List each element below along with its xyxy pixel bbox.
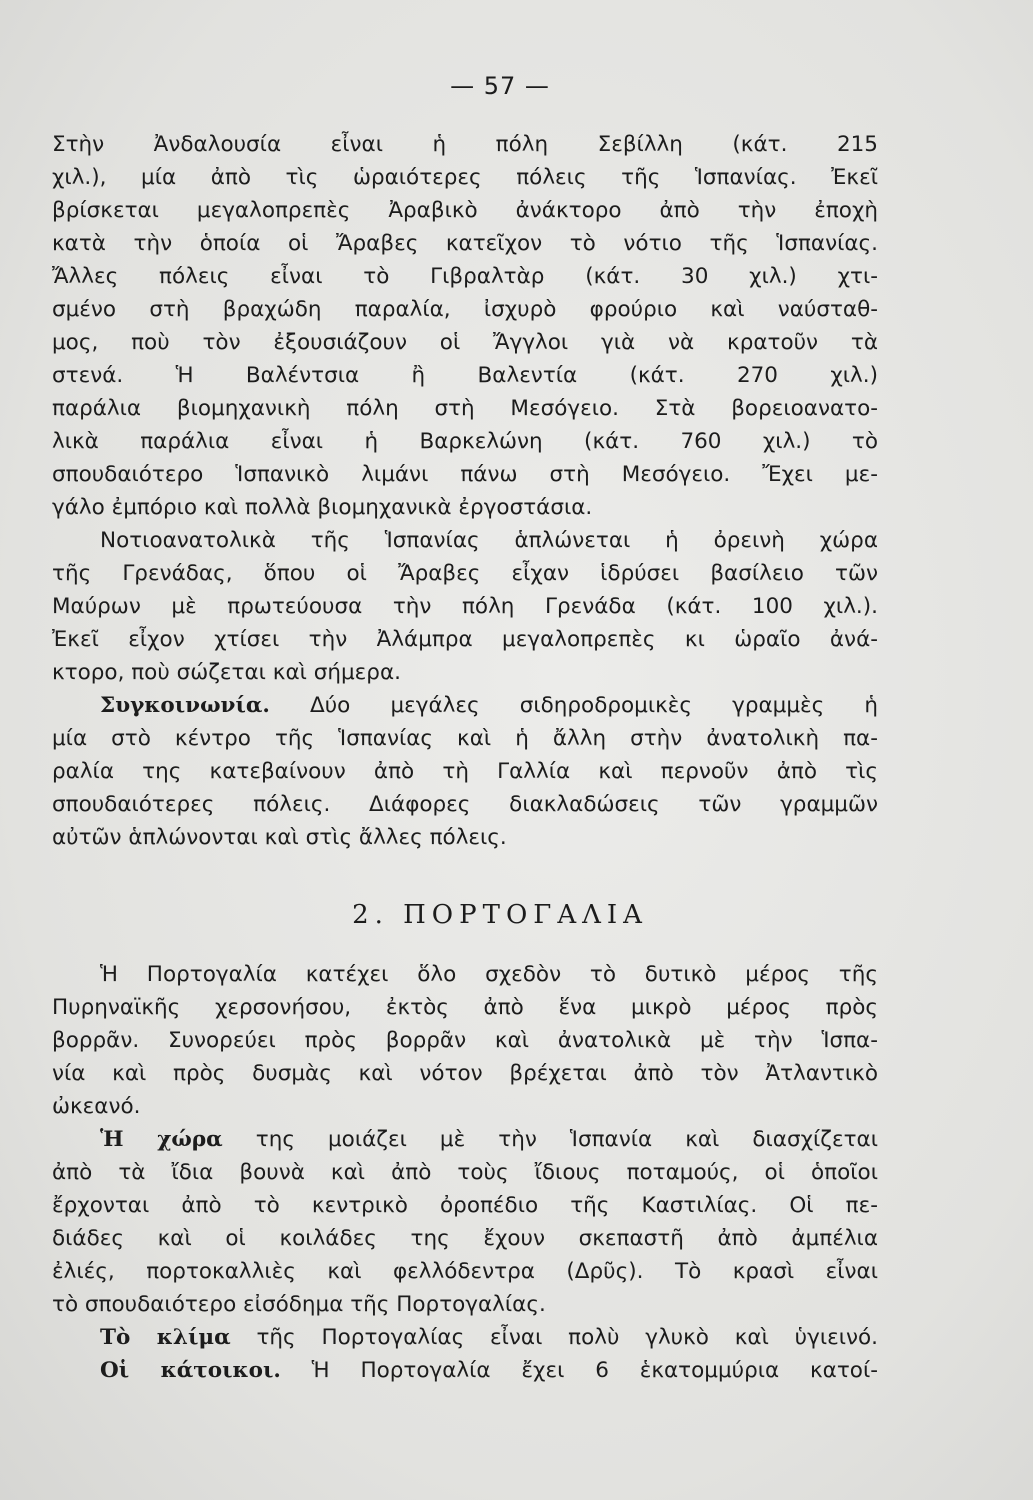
text-line: Μαύρων μὲ πρωτεύουσα τὴν πόλη Γρενάδα (κάτ. 100 χιλ.). xyxy=(52,594,878,619)
transport-line-text: Δύο μεγάλες σιδηροδρομικὲς γραμμὲς ἡ xyxy=(310,693,878,718)
paragraph-country xyxy=(52,1123,878,1321)
text-line: Ἡ Πορτογαλία κατέχει ὅλο σχεδὸν τὸ δυτικὸ μέρος τῆς xyxy=(100,962,878,987)
text-line: σπουδαιότερο Ἱσπανικὸ λιμάνι πάνω στὴ Μεσόγειο. Ἔχει με- xyxy=(52,462,878,487)
text-line: ἔρχονται ἀπὸ τὸ κεντρικὸ ὀροπέδιο τῆς Καστιλίας. Οἱ πε- xyxy=(52,1193,878,1218)
text-line: μος, ποὺ τὸν ἐξουσιάζουν οἱ Ἄγγλοι γιὰ νὰ κρατοῦν τὰ xyxy=(52,330,878,355)
page-number: — 57 — xyxy=(450,72,550,100)
text-line: Ἄλλες πόλεις εἶναι τὸ Γιβραλτὰρ (κάτ. 30 χιλ.) χτι- xyxy=(52,264,878,289)
climate-text: τῆς Πορτογαλίας εἶναι πολὺ γλυκὸ καὶ ὑγιεινό. xyxy=(256,1325,879,1350)
section-heading-portugal: 2. ΠΟΡΤΟΓΑΛΙΑ xyxy=(352,900,648,930)
text-line: σμένο στὴ βραχώδη παραλία, ἰσχυρὸ φρούριο καὶ ναύσταθ- xyxy=(52,297,878,322)
text-line: διάδες καὶ οἱ κοιλάδες της ἔχουν σκεπαστῆ ἀπὸ ἀμπέλια xyxy=(52,1226,878,1251)
text-line: βρίσκεται μεγαλοπρεπὲς Ἀραβικὸ ἀνάκτορο ἀπὸ τὴν ἐποχὴ xyxy=(52,198,878,223)
climate-lead: Τὸ κλίμα xyxy=(100,1325,231,1350)
text-line: ραλία της κατεβαίνουν ἀπὸ τὴ Γαλλία καὶ περνοῦν ἀπὸ τὶς xyxy=(52,759,878,784)
text-line: τῆς Γρενάδας, ὅπου οἱ Ἄραβες εἶχαν ἱδρύσει βασίλειο τῶν xyxy=(52,561,878,586)
text-line: γάλο ἐμπόριο καὶ πολλὰ βιομηχανικὰ ἐργοστάσια. xyxy=(52,495,593,520)
text-line: Πυρηναϊκῆς χερσονήσου, ἐκτὸς ἀπὸ ἕνα μικρὸ μέρος πρὸς xyxy=(52,995,878,1020)
text-line: παράλια βιομηχανικὴ πόλη στὴ Μεσόγειο. Στὰ βορειοανατο- xyxy=(52,396,878,421)
paragraph-climate xyxy=(52,1321,878,1354)
paragraph-inhabitants xyxy=(52,1354,878,1387)
transport-lead: Συγκοινωνία. xyxy=(100,693,270,718)
text-line: τὸ σπουδαιότερο εἰσόδημα τῆς Πορτογαλίας. xyxy=(52,1292,546,1317)
text-line: λικὰ παράλια εἶναι ἡ Βαρκελώνη (κάτ. 760 χιλ.) τὸ xyxy=(52,429,878,454)
inhabitants-lead: Οἱ κάτοικοι. xyxy=(100,1358,281,1383)
paragraph-portugal-position xyxy=(52,958,878,1123)
text-line: βορρᾶν. Συνορεύει πρὸς βορρᾶν καὶ ἀνατολικὰ μὲ τὴν Ἱσπα- xyxy=(52,1028,878,1053)
section-portugal-text xyxy=(52,958,878,1387)
text-line xyxy=(52,689,878,722)
text-line: νία καὶ πρὸς δυσμὰς καὶ νότον βρέχεται ἀπὸ τὸν Ἀτλαντικὸ xyxy=(52,1061,878,1086)
text-line: Ἐκεῖ εἶχον χτίσει τὴν Ἀλάμπρα μεγαλοπρεπὲς κι ὡραῖο ἀνά- xyxy=(52,627,878,652)
text-line: ἀπὸ τὰ ἴδια βουνὰ καὶ ἀπὸ τοὺς ἴδιους ποταμούς, οἱ ὁποῖοι xyxy=(52,1160,878,1185)
paragraph-grenada xyxy=(52,524,878,689)
text-line: ὠκεανό. xyxy=(52,1094,141,1119)
text-line: κατὰ τὴν ὁποία οἱ Ἄραβες κατεῖχον τὸ νότιο τῆς Ἱσπανίας. xyxy=(52,231,878,256)
text-line: αὐτῶν ἁπλώνονται καὶ στὶς ἄλλες πόλεις. xyxy=(52,825,507,850)
paragraph-andalusia xyxy=(52,128,878,524)
inhabitants-text: Ἡ Πορτογαλία ἔχει 6 ἑκατομμύρια κατοί- xyxy=(311,1358,878,1383)
country-lead: Ἡ χώρα xyxy=(100,1127,223,1152)
text-line: μία στὸ κέντρο τῆς Ἱσπανίας καὶ ἡ ἄλλη στὴν ἀνατολικὴ πα- xyxy=(52,726,878,751)
text-line: ἐλιές, πορτοκαλλιὲς καὶ φελλόδεντρα (Δρῦς). Τὸ κρασὶ εἶναι xyxy=(52,1259,878,1284)
text-line xyxy=(52,1123,878,1156)
text-line: κτορο, ποὺ σώζεται καὶ σήμερα. xyxy=(52,660,401,685)
country-line-text: της μοιάζει μὲ τὴν Ἱσπανία καὶ διασχίζεται xyxy=(255,1127,878,1152)
section-spain-text xyxy=(52,128,878,854)
text-line: Νοτιοανατολικὰ τῆς Ἱσπανίας ἁπλώνεται ἡ ὀρεινὴ χώρα xyxy=(100,528,878,553)
paragraph-transport xyxy=(52,689,878,854)
text-line: σπουδαιότερες πόλεις. Διάφορες διακλαδώσεις τῶν γραμμῶν xyxy=(52,792,878,817)
text-line: Στὴν Ἀνδαλουσία εἶναι ἡ πόλη Σεβίλλη (κάτ. 215 xyxy=(52,132,878,157)
text-line: στενά. Ἡ Βαλέντσια ἢ Βαλεντία (κάτ. 270 χιλ.) xyxy=(52,363,878,388)
text-line: χιλ.), μία ἀπὸ τὶς ὡραιότερες πόλεις τῆς Ἱσπανίας. Ἐκεῖ xyxy=(52,165,878,190)
